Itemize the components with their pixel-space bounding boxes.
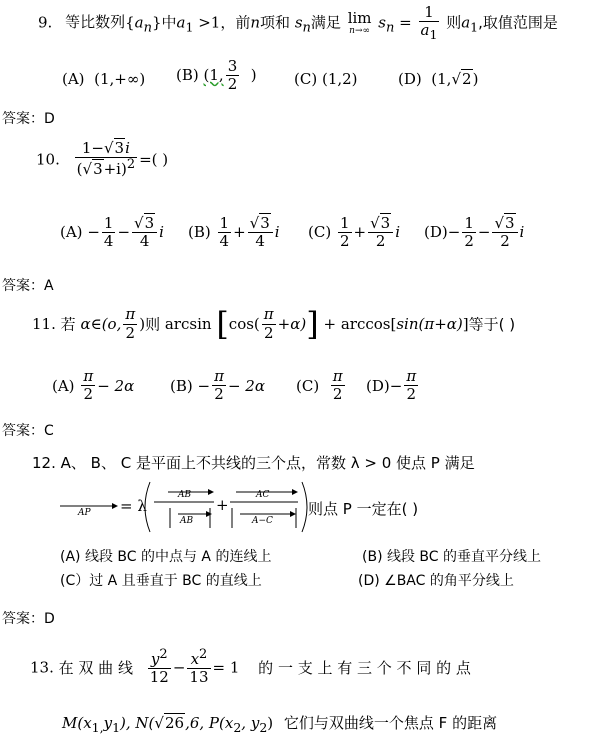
q11-stem: 11. 若 α∈(o, $\frac{\pi}{2}$ )则 arcsin [cos( $\frac{\pi}{2}$ +α)] + arccos[sin(π+α)]等于( ) [32,305,516,343]
q12-equals-lambda: = λ [120,497,147,515]
q12-number: 12. [32,454,56,472]
q10-option-c: (C) $\frac{1}{2}$ + $\frac{√3}{2}$ i [308,214,401,251]
q10-option-d: (D)− $\frac{1}{2}$ − $\frac{√3}{2}$ i [424,214,525,251]
q12-vec-ab: AB [178,490,192,500]
q12-plus: + [216,496,229,514]
q10-stem: 10. $\frac{1-√3i}{(√3+i)^2}$ =( ) [36,139,169,179]
q10-option-a: (A) − $\frac{1}{4}$ − $\frac{√3}{4}$ i [60,214,164,251]
q10-number: 10. [36,150,60,169]
q12-abs-ab: AB [180,516,194,526]
q9-option-a: (A) (1,+∞) [62,70,146,88]
q9-option-b: (B) (1, $\frac{3}{2}$ ) [176,57,257,94]
q12-vec-ac: AC [256,490,270,500]
q12-abs-ac: A−C [252,516,273,526]
q9-stem: 9. 等比数列$\{a_n\}$中$a_1 >1$，前n项和 $s_n$满足 lim n→∞ $s_n$ = $\frac{1}{a_1}$ 则$a_1$,取值范围是 [38,3,558,43]
q10-answer: 答案：A [2,278,54,294]
q11-option-b: (B) − $\frac{\pi}{2}$ − 2α [170,367,265,404]
q12-answer: 答案：D [2,611,55,627]
q9-option-d: (D) (1,√2) [398,70,479,88]
q12-option-d: (D) ∠BAC 的角平分线上 [358,573,514,589]
q9-lim: lim n→∞ [347,9,372,37]
q11-option-d: (D)− $\frac{\pi}{2}$ [366,367,417,404]
q13-stem-line2: $M(x_{1,}y_1)$, N(√26,6, $P(x_2$, $y_2$) 它们与双曲线一个焦点 F 的距离 [62,714,498,735]
q12-option-a: (A) 线段 BC 的中点与 A 的连线上 [60,549,272,565]
q13-number: 13. [30,658,54,677]
q13-stem-line1: 13. 在 双 曲 线 $\frac{y^2}{12}$ − $\frac{x^2}{13}$ = 1 的 一 支 上 有 三 个 不 同 的 点 [30,647,471,687]
q9-fraction: $\frac{1}{a_1}$ [420,3,438,43]
q12-option-c: (C）过 A 且垂直于 BC 的直线上 [60,573,262,589]
q12-stem: 12. A、 B、 C 是平面上不共线的三个点，常数 λ > 0 使点 P 满足 [32,454,475,472]
q9-option-c: (C) (1,2) [294,70,358,88]
q11-option-a: (A) $\frac{\pi}{2}$ − 2α [52,367,135,404]
q10-option-b: (B) $\frac{1}{4}$ + $\frac{√3}{4}$ i [188,214,280,251]
q10-fraction: $\frac{1-√3i}{(√3+i)^2}$ [76,139,136,179]
q11-answer: 答案：C [2,423,54,439]
q12-vec-ap: AP [78,508,91,518]
q9-number: 9. [38,13,53,32]
q9-answer: 答案：D [2,111,55,127]
q11-number: 11. [32,315,56,333]
q11-option-c: (C) $\frac{\pi}{2}$ [296,367,343,404]
q12-tail: 则点 P 一定在( ) [308,500,419,518]
q12-option-b: (B) 线段 BC 的垂直平分线上 [362,549,542,565]
